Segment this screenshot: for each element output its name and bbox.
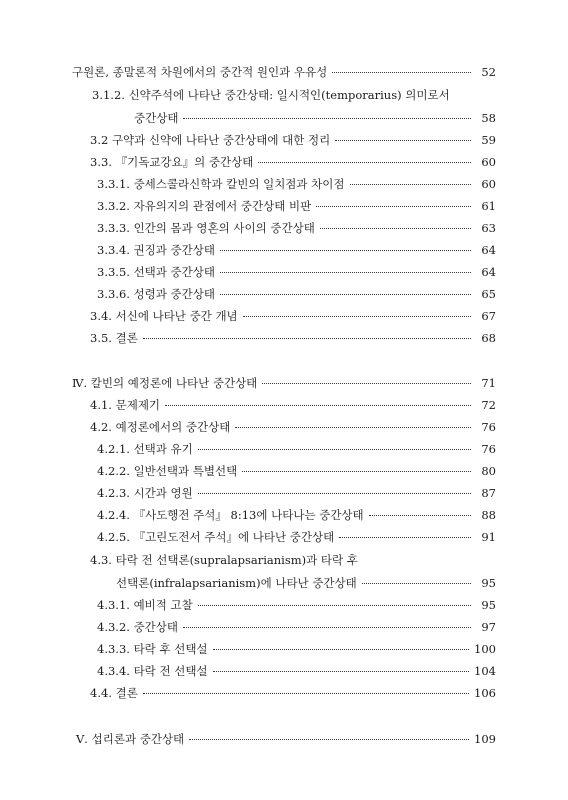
- toc-entry: [97, 663, 496, 679]
- toc-page-number: 63: [481, 221, 496, 235]
- toc-entry: [92, 87, 496, 103]
- toc-entry-title: 중간상태: [134, 111, 179, 125]
- toc-page-number: 76: [481, 420, 496, 434]
- toc-entry: [97, 463, 496, 479]
- leader-dots: [320, 228, 471, 229]
- toc-entry-title: 3.3.1. 중세스콜라신학과 칼빈의 일치점과 차이점: [97, 177, 345, 191]
- toc-entry-title: 4.3.4. 타락 전 선택설: [97, 664, 208, 678]
- leader-dots: [369, 515, 471, 516]
- toc-page-number: 95: [481, 576, 496, 590]
- toc-entry: [97, 485, 496, 501]
- leader-dots: [243, 316, 471, 317]
- toc-entry: [97, 176, 496, 192]
- toc-entry-title: 4.4. 결론: [90, 686, 138, 700]
- toc-entry: [90, 132, 496, 148]
- toc-entry: [97, 529, 496, 545]
- leader-dots: [183, 118, 471, 119]
- toc-entry: [90, 419, 496, 435]
- leader-dots: [350, 184, 472, 185]
- toc-entry-title: 4.3. 타락 전 선택론(supralapsarianism)과 타락 후: [90, 553, 358, 567]
- toc-entry: [97, 220, 496, 236]
- toc-entry: [116, 575, 496, 591]
- toc-page-number: 80: [481, 464, 496, 478]
- toc-entry: [97, 286, 496, 302]
- toc-entry-title: 4.2.5. 『고린도전서 주석』에 나타난 중간상태: [97, 530, 335, 544]
- toc-entry-title: 3.1.2. 신약주석에 나타난 중간상태: 일시적인(temporarius) 의미로서: [92, 88, 450, 102]
- toc-entry-title: 3.5. 결론: [90, 331, 138, 345]
- leader-dots: [316, 206, 471, 207]
- toc-entry-title: Ⅳ. 칼빈의 예정론에 나타난 중간상태: [72, 376, 258, 390]
- toc-entry-title: 4.3.1. 예비적 고찰: [97, 598, 193, 612]
- toc-entry: [72, 64, 496, 80]
- toc-page-number: 64: [481, 243, 496, 257]
- toc-entry: [97, 597, 496, 613]
- toc-entry-title: 4.3.3. 타락 후 선택설: [97, 642, 208, 656]
- toc-entry-title: 4.2.3. 시간과 영원: [97, 486, 193, 500]
- toc-page-number: 97: [481, 620, 496, 634]
- toc-entry: [97, 198, 496, 214]
- toc-entry: [90, 330, 496, 346]
- leader-dots: [189, 739, 469, 740]
- toc-entry: [97, 264, 496, 280]
- toc-entry: [134, 110, 496, 126]
- toc-entry: [90, 154, 496, 170]
- toc-page-number: 109: [474, 732, 496, 746]
- toc-entry: [90, 552, 496, 568]
- toc-entry-title: 3.3.6. 성령과 중간상태: [97, 287, 215, 301]
- toc-entry: [97, 242, 496, 258]
- toc-page-number: 100: [474, 642, 496, 656]
- toc-entry: [97, 507, 496, 523]
- leader-dots: [143, 338, 471, 339]
- toc-page-number: 91: [481, 530, 496, 544]
- leader-dots: [220, 272, 471, 273]
- toc-page-number: 64: [481, 265, 496, 279]
- leader-dots: [165, 405, 471, 406]
- toc-entry-title: 4.2.1. 선택과 유기: [97, 442, 193, 456]
- toc-entry-title: 4.2.4. 『사도행전 주석』 8:13에 나타나는 중간상태: [97, 508, 364, 522]
- leader-dots: [220, 294, 471, 295]
- toc-page-number: 87: [481, 486, 496, 500]
- toc-page-number: 88: [481, 508, 496, 522]
- toc-page-number: 76: [481, 442, 496, 456]
- toc-page-number: 59: [481, 133, 496, 147]
- toc-page-number: 65: [481, 287, 496, 301]
- leader-dots: [183, 627, 471, 628]
- leader-dots: [242, 471, 471, 472]
- leader-dots: [198, 449, 471, 450]
- toc-entry-title: 4.1. 문제제기: [90, 398, 161, 412]
- toc-entry-title: 3.3.3. 인간의 몸과 영혼의 사이의 중간상태: [97, 221, 315, 235]
- leader-dots: [258, 162, 471, 163]
- toc-entry: [90, 397, 496, 413]
- toc-entry-title: 3.3.4. 권징과 중간상태: [97, 243, 215, 257]
- toc-entry-title: 4.2.2. 일반선택과 특별선택: [97, 464, 238, 478]
- toc-page-number: 60: [481, 155, 496, 169]
- toc-entry-title: 3.3.5. 선택과 중간상태: [97, 265, 215, 279]
- toc-entry-title: 3.2 구약과 신약에 나타난 중간상태에 대한 정리: [90, 133, 331, 147]
- leader-dots: [339, 537, 471, 538]
- toc-page-number: 52: [481, 65, 496, 79]
- toc-entry: [97, 441, 496, 457]
- leader-dots: [362, 583, 471, 584]
- toc-entry-title: 3.4. 서신에 나타난 중간 개념: [90, 309, 238, 323]
- toc-entry: [72, 375, 496, 391]
- toc-entry-title: 구원론, 종말론적 차원에서의 중간적 원인과 우유성: [72, 65, 328, 79]
- toc-entry-title: 3.3. 『기독교강요』의 중간상태: [90, 155, 254, 169]
- leader-dots: [335, 140, 471, 141]
- toc-entry-title: Ⅴ. 섭리론과 중간상태: [76, 732, 185, 746]
- leader-dots: [213, 671, 470, 672]
- toc-page-number: 60: [481, 177, 496, 191]
- leader-dots: [235, 427, 471, 428]
- toc-entry: [90, 308, 496, 324]
- toc-entry: [76, 731, 496, 747]
- leader-dots: [198, 493, 471, 494]
- toc-entry-title: 4.3.2. 중간상태: [97, 620, 179, 634]
- toc-page-number: 68: [481, 331, 496, 345]
- toc-page-number: 61: [481, 199, 496, 213]
- toc-page-number: 58: [481, 111, 496, 125]
- leader-dots: [262, 383, 471, 384]
- leader-dots: [220, 250, 471, 251]
- toc-page-number: 106: [474, 686, 496, 700]
- toc-entry: [97, 641, 496, 657]
- leader-dots: [198, 605, 471, 606]
- toc-page-number: 104: [474, 664, 496, 678]
- toc-entry-title: 4.2. 예정론에서의 중간상태: [90, 420, 231, 434]
- toc-entry: [90, 685, 496, 701]
- leader-dots: [143, 693, 469, 694]
- toc-entry-title: 3.3.2. 자유의지의 관점에서 중간상태 비판: [97, 199, 312, 213]
- toc-page-number: 71: [481, 376, 496, 390]
- toc-entry-title: 선택론(infralapsarianism)에 나타난 중간상태: [116, 576, 357, 590]
- toc-entry: [97, 619, 496, 635]
- toc-page-number: 67: [481, 309, 496, 323]
- leader-dots: [213, 649, 470, 650]
- leader-dots: [332, 72, 471, 73]
- toc-page-number: 72: [481, 398, 496, 412]
- toc-page-number: 95: [481, 598, 496, 612]
